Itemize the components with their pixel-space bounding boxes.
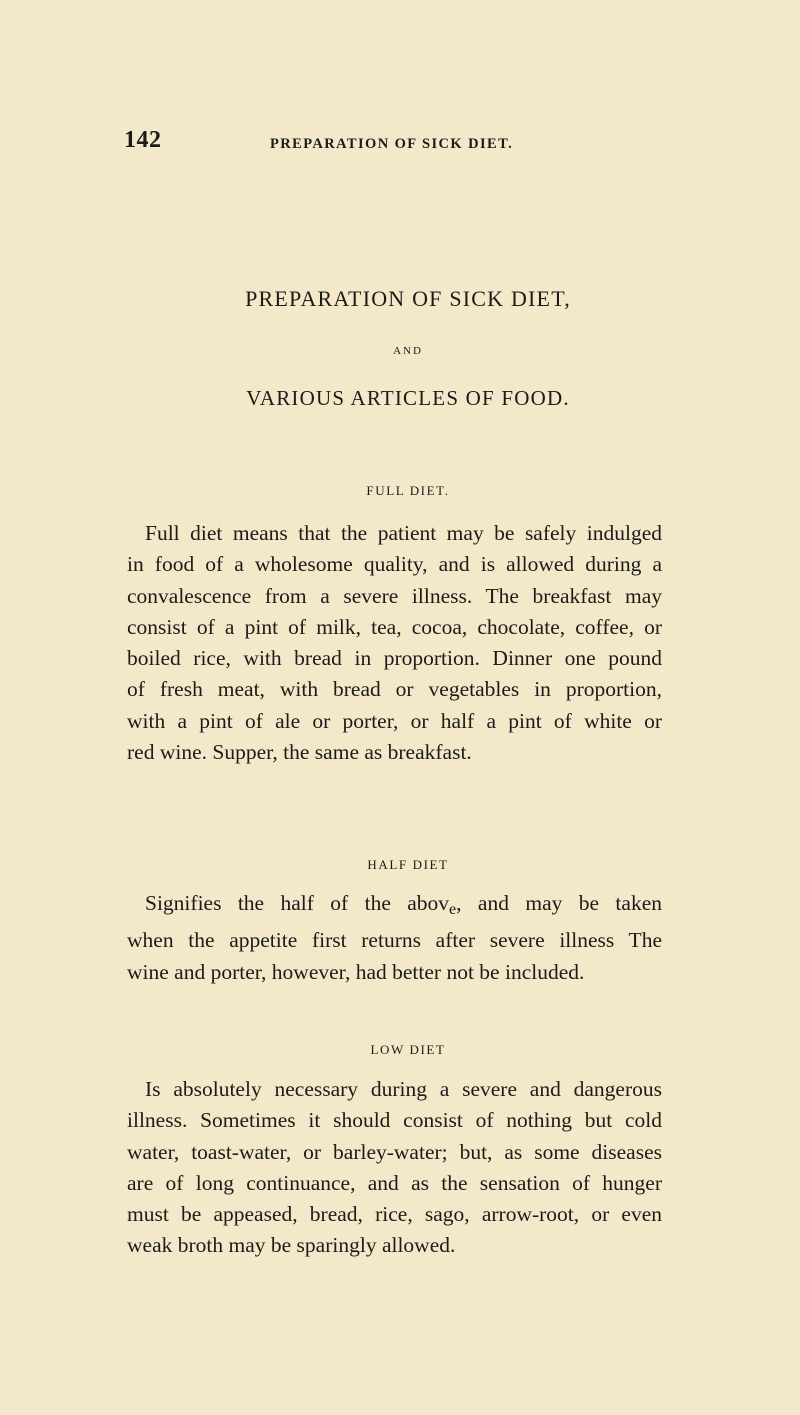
paragraph-line: red wine. Supper, the same as breakfast. [127,740,472,765]
page-number: 142 [124,127,162,153]
paragraph-line: weak broth may be sparingly allowed. [127,1233,456,1258]
paragraph-line: boiled rice, with bread in proportion. Dinner one pound [127,646,662,671]
paragraph-line: must be appeased, bread, rice, sago, arrow-root, or even [127,1202,662,1227]
title-connector: AND [393,345,423,357]
section-heading-low-diet: LOW DIET [370,1042,446,1057]
paragraph-line: with a pint of ale or porter, or half a pint of white or [127,708,662,733]
chapter-subtitle: VARIOUS ARTICLES OF FOOD. [246,386,570,410]
paragraph-line: when the appetite first returns after severe illness The [127,928,662,953]
paragraph-line: illness. Sometimes it should consist of nothing but cold [127,1108,662,1133]
paragraph-line: water, toast-water, or barley-water; but, as some diseases [127,1139,662,1164]
paragraph-line: of fresh meat, with bread or vegetables in proportion, [127,677,662,702]
section-heading-half-diet: HALF DIET [367,857,449,872]
paragraph-line: consist of a pint of milk, tea, cocoa, chocolate, coffee, or [127,614,662,639]
paragraph-line: Is absolutely necessary during a severe and dangerous [145,1077,662,1101]
running-head [0,127,800,157]
paragraph-line [127,888,662,925]
paragraph-line: Full diet means that the patient may be safely indulged [145,521,662,545]
paragraph-line: convalescence from a severe illness. The breakfast may [127,583,662,608]
paragraph-full-diet [127,518,662,768]
line-text: , and may be taken [456,891,662,915]
paragraph-line: are of long continuance, and as the sensation of hunger [127,1170,662,1195]
subscript-letter: e [449,901,457,918]
paragraph-low-diet [127,1074,662,1262]
paragraph-line: wine and porter, however, had better not be included. [127,959,585,984]
paragraph-half-diet [127,888,662,988]
line-text: Signifies the half of the abov [145,891,450,915]
section-heading-full-diet: FULL DIET. [366,483,450,498]
running-title: PREPARATION OF SICK DIET. [270,136,514,152]
paragraph-line: in food of a wholesome quality, and is allowed during a [127,552,662,577]
chapter-title: PREPARATION OF SICK DIET, [245,286,571,311]
